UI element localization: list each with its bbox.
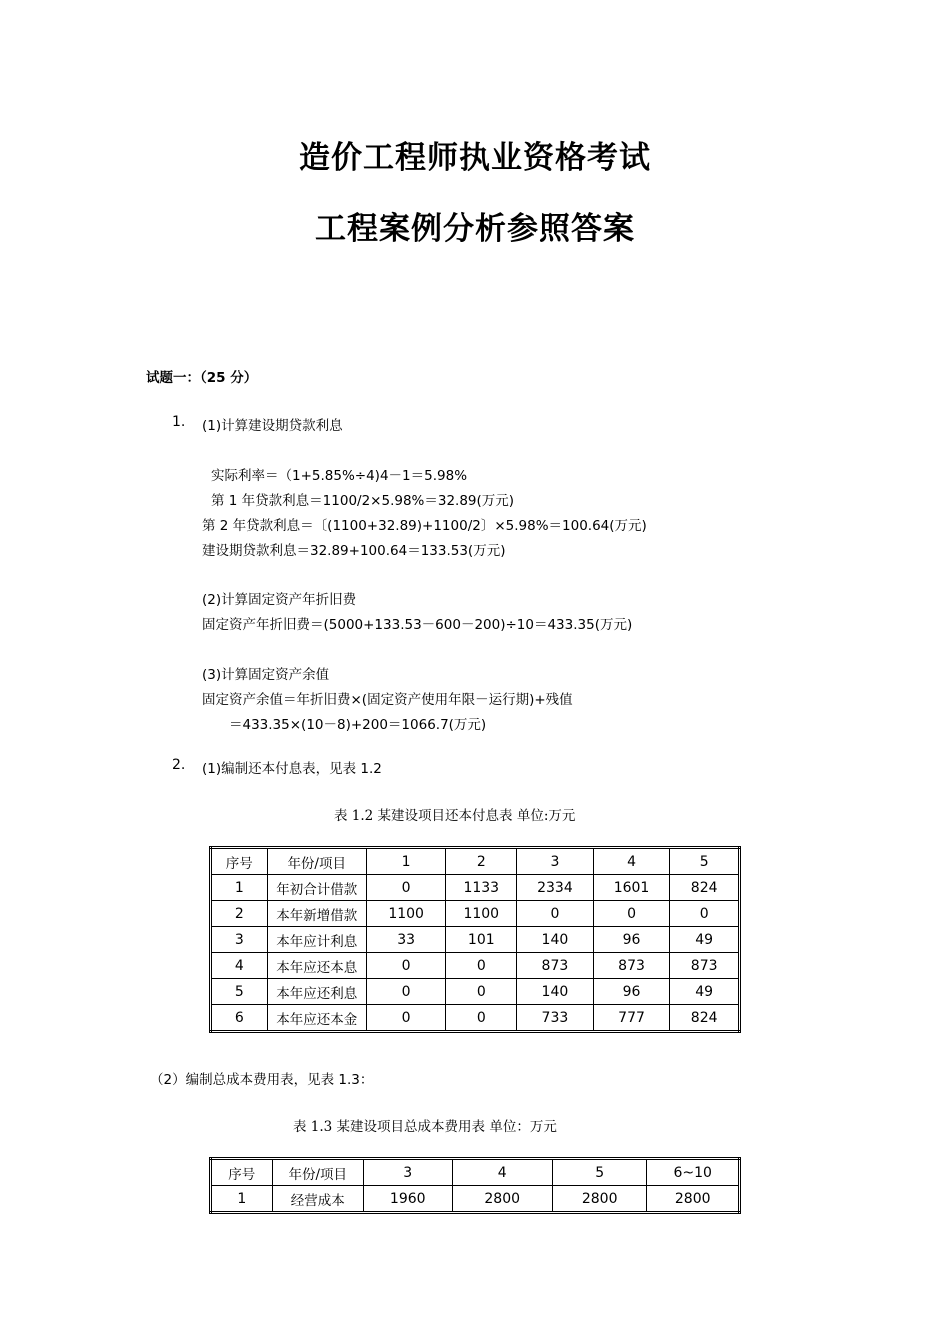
table-cell: 873 — [670, 953, 740, 979]
table-row — [211, 1005, 740, 1032]
calc-line-2: 第 1 年贷款利息＝1100/2×5.98%＝32.89(万元) — [211, 493, 515, 509]
table-header-cell: 4 — [593, 848, 670, 875]
table-header-cell: 4 — [452, 1159, 552, 1186]
table-cell: 96 — [593, 979, 670, 1005]
table-cell: 1100 — [366, 901, 446, 927]
table-header-cell: 序号 — [211, 1159, 273, 1186]
calc-line-4: 建设期贷款利息＝32.89+100.64＝133.53(万元) — [202, 543, 506, 559]
table-cell: 4 — [211, 953, 268, 979]
table-cell: 0 — [517, 901, 594, 927]
document-title-line1: 造价工程师执业资格考试 — [299, 140, 651, 176]
table-cell: 733 — [517, 1005, 594, 1032]
table-cell: 0 — [366, 875, 446, 901]
item2-number: 2. — [172, 757, 186, 773]
item1-sub1: (1)计算建设期贷款利息 — [202, 418, 343, 434]
table-cell: 0 — [366, 979, 446, 1005]
table-1-3 — [209, 1157, 741, 1214]
table-cell: 2 — [211, 901, 268, 927]
table-cell: 777 — [593, 1005, 670, 1032]
table-header-cell: 3 — [363, 1159, 452, 1186]
table-cell: 101 — [446, 927, 517, 953]
table-cell: 873 — [517, 953, 594, 979]
table-cell: 1960 — [363, 1186, 452, 1213]
table-header-cell: 5 — [552, 1159, 646, 1186]
table-cell: 1100 — [446, 901, 517, 927]
table-row — [211, 979, 740, 1005]
table-header-cell: 2 — [446, 848, 517, 875]
item1-number: 1. — [172, 414, 186, 430]
table-cell: 2800 — [552, 1186, 646, 1213]
table-cell: 年初合计借款 — [267, 875, 366, 901]
table-1-2 — [209, 846, 741, 1033]
table-header-cell: 5 — [670, 848, 740, 875]
table-header-cell: 3 — [517, 848, 594, 875]
table-cell: 6 — [211, 1005, 268, 1032]
item1-sub3: (3)计算固定资产余值 — [202, 667, 330, 683]
table-cell: 0 — [670, 901, 740, 927]
table-cell: 0 — [446, 953, 517, 979]
table13-caption: 表 1.3 某建设项目总成本费用表 单位：万元 — [293, 1119, 557, 1135]
table-header-cell: 6~10 — [647, 1159, 740, 1186]
table-cell: 0 — [446, 979, 517, 1005]
table-cell: 873 — [593, 953, 670, 979]
table-header-row — [211, 1159, 740, 1186]
calc-line-5: 固定资产年折旧费＝(5000+133.53－600－200)÷10＝433.35(万元) — [202, 617, 633, 633]
table-cell: 2800 — [647, 1186, 740, 1213]
table-row — [211, 953, 740, 979]
table-header-cell: 年份/项目 — [267, 848, 366, 875]
table-cell: 本年应还本金 — [267, 1005, 366, 1032]
table-header-cell: 序号 — [211, 848, 268, 875]
table-cell: 1133 — [446, 875, 517, 901]
table-cell: 1 — [211, 875, 268, 901]
table-cell: 824 — [670, 1005, 740, 1032]
table-header-cell: 1 — [366, 848, 446, 875]
table-cell: 824 — [670, 875, 740, 901]
calc-line-1: 实际利率＝（1+5.85%÷4)4－1＝5.98% — [211, 468, 468, 484]
table-cell: 49 — [670, 979, 740, 1005]
item2-sub1: (1)编制还本付息表，见表 1.2 — [202, 761, 382, 777]
table-cell: 经营成本 — [272, 1186, 363, 1213]
table-cell: 0 — [366, 953, 446, 979]
calc-line-6: 固定资产余值＝年折旧费×(固定资产使用年限－运行期)+残值 — [202, 692, 573, 708]
item2-sub2: （2）编制总成本费用表，见表 1.3： — [150, 1072, 374, 1088]
table-cell: 49 — [670, 927, 740, 953]
table12-caption: 表 1.2 某建设项目还本付息表 单位:万元 — [334, 808, 576, 824]
calc-line-3: 第 2 年贷款利息＝〔(1100+32.89)+1100/2〕×5.98%＝100.64(万元) — [202, 518, 647, 534]
question-heading: 试题一：（25 分） — [146, 370, 258, 386]
table-cell: 2800 — [452, 1186, 552, 1213]
table-cell: 5 — [211, 979, 268, 1005]
table-cell: 本年应计利息 — [267, 927, 366, 953]
calc-line-7: ＝433.35×(10－8)+200＝1066.7(万元) — [229, 717, 487, 733]
table-header-row — [211, 848, 740, 875]
table-cell: 140 — [517, 927, 594, 953]
table-cell: 1 — [211, 1186, 273, 1213]
table-row — [211, 901, 740, 927]
table-cell: 2334 — [517, 875, 594, 901]
item1-sub2: (2)计算固定资产年折旧费 — [202, 592, 357, 608]
table-cell: 本年新增借款 — [267, 901, 366, 927]
table-row — [211, 875, 740, 901]
table-cell: 0 — [593, 901, 670, 927]
table-cell: 96 — [593, 927, 670, 953]
table-cell: 0 — [446, 1005, 517, 1032]
table-cell: 3 — [211, 927, 268, 953]
table-cell: 0 — [366, 1005, 446, 1032]
table-header-cell: 年份/项目 — [272, 1159, 363, 1186]
table-row — [211, 927, 740, 953]
table-row — [211, 1186, 740, 1213]
table-cell: 140 — [517, 979, 594, 1005]
table-cell: 本年应还本息 — [267, 953, 366, 979]
table-cell: 33 — [366, 927, 446, 953]
table-cell: 本年应还利息 — [267, 979, 366, 1005]
table-cell: 1601 — [593, 875, 670, 901]
document-title-line2: 工程案例分析参照答案 — [315, 211, 635, 247]
